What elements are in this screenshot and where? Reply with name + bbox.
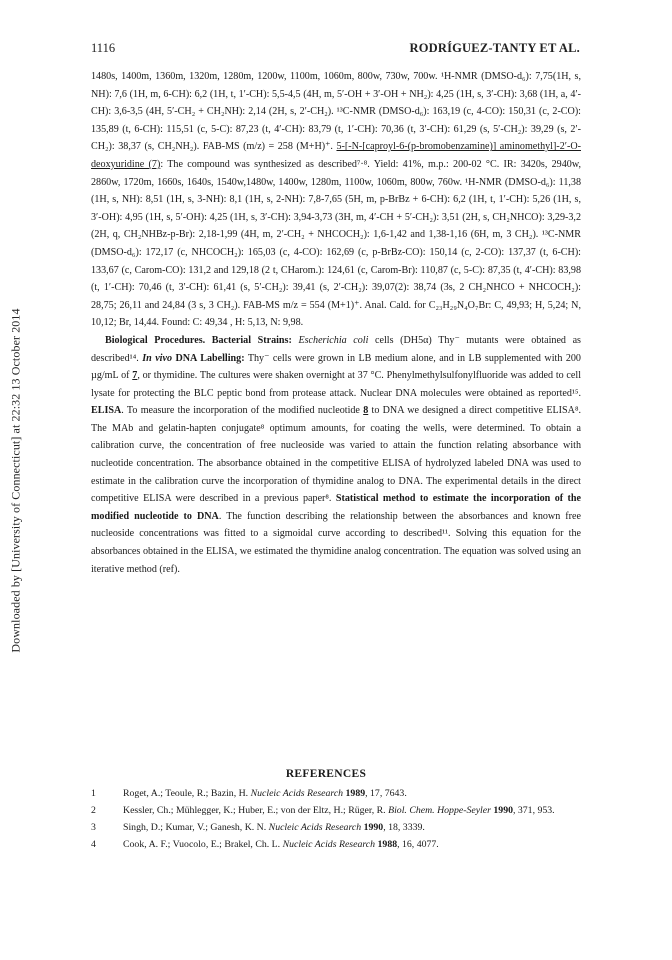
reference-text — [123, 786, 561, 801]
elisa-text: . To measure the incorporation of the modified nucleotide — [121, 405, 364, 417]
compound-ref-7: 7 — [132, 370, 138, 382]
reference-year: 1990 — [493, 805, 513, 816]
culture-text: , or thymidine. The cultures were shaken overnight at 37 °C. Phenylmethylsulfonylfluoride was added to cell lysate for protecting the BLC peptic bond from protease attack. Nuclear DNA molecules were obtained as reported¹⁵. — [91, 370, 582, 399]
reference-volume-pages: , 17, 7643. — [365, 788, 407, 799]
reference-journal: Nucleic Acids Research — [268, 822, 362, 833]
section-heading-elisa: ELISA — [91, 405, 122, 417]
elisa-details-text: to DNA we designed a direct competitive ELISA⁸. The MAb and gelatin-hapten conjugate⁸ optimum amounts, for coating the wells, were determined. To obtain a calibration curve, the concentration of free nucleoside was varied to attain the function relating absorbance with nucleotide concentration. The absorbance obtained in the competitive ELISA of hydrolyzed labeled DNA was used to estimate in the calibration curve the incorporation of thymidine analog to DNA. The experimental details in the direct competitive ELISA were described in a previous paper⁸. — [91, 405, 581, 505]
compound-ref-8: 8 — [363, 405, 369, 417]
compound-title: 5-[-N-[caproyl-6-(p-bromobenzamine)] aminomethyl]-2′-O-deoxyuridine (7) — [91, 141, 581, 170]
statistical-text: . The function describing the relationship between the absorbances and known free nucleoside concentrations was fitted to a sigmoidal curve according to described¹¹. Solving this equation for the absorbances obtained in the ELISA, we estimated the thymidine analog concentration. The equation was solved using an iterative method (ref). — [91, 510, 581, 575]
reference-item — [91, 820, 561, 835]
reference-text — [123, 803, 561, 818]
reference-number: 2 — [91, 805, 96, 816]
reference-journal: Nucleic Acids Research — [250, 788, 344, 799]
reference-number: 4 — [91, 839, 96, 850]
reference-number: 1 — [91, 788, 96, 799]
labelling-text: Thy⁻ cells were grown in LB medium alone, and in LB supplemented with 200 µg/mL of — [91, 352, 581, 382]
reference-number: 3 — [91, 822, 96, 833]
section-heading-statistical: Statistical method to estimate the incorporation of the modified nucleotide to DNA — [91, 493, 581, 522]
page-number: 1116 — [91, 41, 116, 55]
reference-item — [91, 803, 561, 818]
article-body — [91, 68, 581, 578]
download-watermark — [0, 0, 32, 960]
reference-authors: Cook, A. F.; Vuocolo, E.; Brakel, Ch. L. — [123, 839, 281, 850]
references-list — [91, 786, 561, 852]
paragraph-biological-procedures — [91, 332, 581, 578]
references-section — [91, 764, 561, 854]
reference-volume-pages: , 371, 953. — [512, 805, 555, 816]
organism-name: Escherichia coli — [291, 334, 369, 346]
reference-journal: Nucleic Acids Research — [282, 839, 376, 850]
reference-item — [91, 837, 561, 852]
reference-authors: Singh, D.; Kumar, V.; Ganesh, K. N. — [123, 822, 267, 833]
reference-journal: Biol. Chem. Hoppe-Seyler — [388, 805, 491, 816]
reference-year: 1990 — [363, 822, 384, 833]
strain-text: cells (DH5α) Thy⁻ mutants were obtained as described¹⁴. — [91, 334, 581, 364]
section-heading-biological: Biological Procedures. Bacterial Strains: — [105, 334, 292, 346]
paragraph-characterization — [91, 68, 581, 332]
download-note: Downloaded by [University of Connecticut] at 22:32 13 October 2014 — [8, 307, 23, 653]
section-heading-labelling: DNA Labelling: — [172, 352, 245, 364]
reference-year: 1988 — [377, 839, 398, 850]
running-head: RODRÍGUEZ-TANTY ET AL. — [409, 41, 580, 55]
reference-item — [91, 786, 561, 801]
characterization-text: 1480s, 1400m, 1360m, 1320m, 1280m, 1200w, 1100m, 1060m, 800w, 730w, 700w. ¹H-NMR (DMSO-d₆): 7,75(1H, s, NH): 7,6 (1H, m, 6-CH): 6,2 (1H, t, 1′-CH): 5,5-4,5 (4H, m, 5′-OH + 3′-OH + NH₂): 4,25 (1H, s, 3′-CH): 3,68 (1H, a, 4′-CH): 3,6-3,5 (4H, 5′-CH₂ + CH₂NH): 2,14 (2H, s, 2′-CH₂). ¹³C-NMR (DMSO-d₆): 163,19 (c, 4-CO): 150,31 (c, 2-CO): 135,89 (t, 6-CH): 115,51 (c, 5-C): 87,23 (t, 4′-CH): 83,79 (t, 1′-CH): 70,36 (t, 3′-CH): 61,29 (s, 5′-CH₂): 39,29 (s, 2′-CH₂): 38,37 (s, CH₂NH₂). FAB-MS (m/z) = 258 (M+H)⁺. — [91, 71, 581, 153]
references-title: REFERENCES — [285, 768, 367, 780]
section-heading-invivo: In vivo — [142, 352, 173, 364]
reference-authors: Roget, A.; Teoule, R.; Bazin, H. — [123, 788, 249, 799]
reference-authors: Kessler, Ch.; Mühlegger, K.; Huber, E.; von der Eltz, H.; Rüger, R. — [123, 805, 386, 816]
page-header — [91, 41, 580, 56]
reference-text — [123, 820, 561, 835]
compound-description: : The compound was synthesized as described⁷·⁸. Yield: 41%, m.p.: 200-02 °C. IR: 3420s, 2940w, 2860w, 1720m, 1660s, 1640s, 1540w,1480w, 1400w, 1280m, 1100w, 1060m, 800w, 760w. ¹H-NMR (DMSO-d₆): 11,38 (1H, s, NH): 8,51 (1H, s, 3-NH): 8,1 (1H, s, 2-NH): 7,8-7,65 (5H, m, p-BrBz + 6-CH): 6,2 (1H, t, 1′-CH): 5,26 (1H, s, 3′-OH): 4,95 (1H, s, 5′-OH): 4,25 (1H, s, 3′-CH): 3,94-3,73 (3H, m, 4′-CH + 5′-CH₂): 3,51 (2H, s, CH₂NHCO): 3,29-3,2 (2H, q, CH₂NHBz-p-Br): 2,18-1,99 (4H, m, 2′-CH₂ + NHCOCH₂): 1,6-1,42 and 1,38-1,16 (6H, m, 3 CH₂). ¹³C-NMR (DMSO-d₆): 172,17 (c, NHCOCH₂): 165,03 (c, 4-CO): 162,69 (c, p-BrBz-CO): 150,14 (c, 2-CO): 137,37 (t, 6-CH): 133,67 (c, Carom-CO): 131,2 and 129,18 (2 t, CHarom.): 124,61 (c, Carom-Br): 110,87 (c, 5-C): 87,35 (t, 4′-CH): 83,98 (t, 1′-CH): 70,46 (t, 3′-CH): 61,41 (s, 5′-CH₂): 39,41 (s, 2′-CH₂): 39,07(2): 38,74 (3s, 2 CH₂NHCO + NHCOCH₂): 28,75; 26,11 and 24,84 (3 s, 3 CH₂). FAB-MS m/z = 554 (M+1)⁺. Anal. Cald. for C₂₃H₂₉N₄O₇Br: C, 49,93; H, 5,24; N, 10,12; Br, 14,44. Found: C: 49,34 , H: 5,13, N: 9,98. — [91, 158, 581, 329]
reference-volume-pages: , 16, 4077. — [397, 839, 439, 850]
reference-year: 1989 — [345, 788, 366, 799]
reference-text — [123, 837, 561, 852]
reference-volume-pages: , 18, 3339. — [383, 822, 425, 833]
